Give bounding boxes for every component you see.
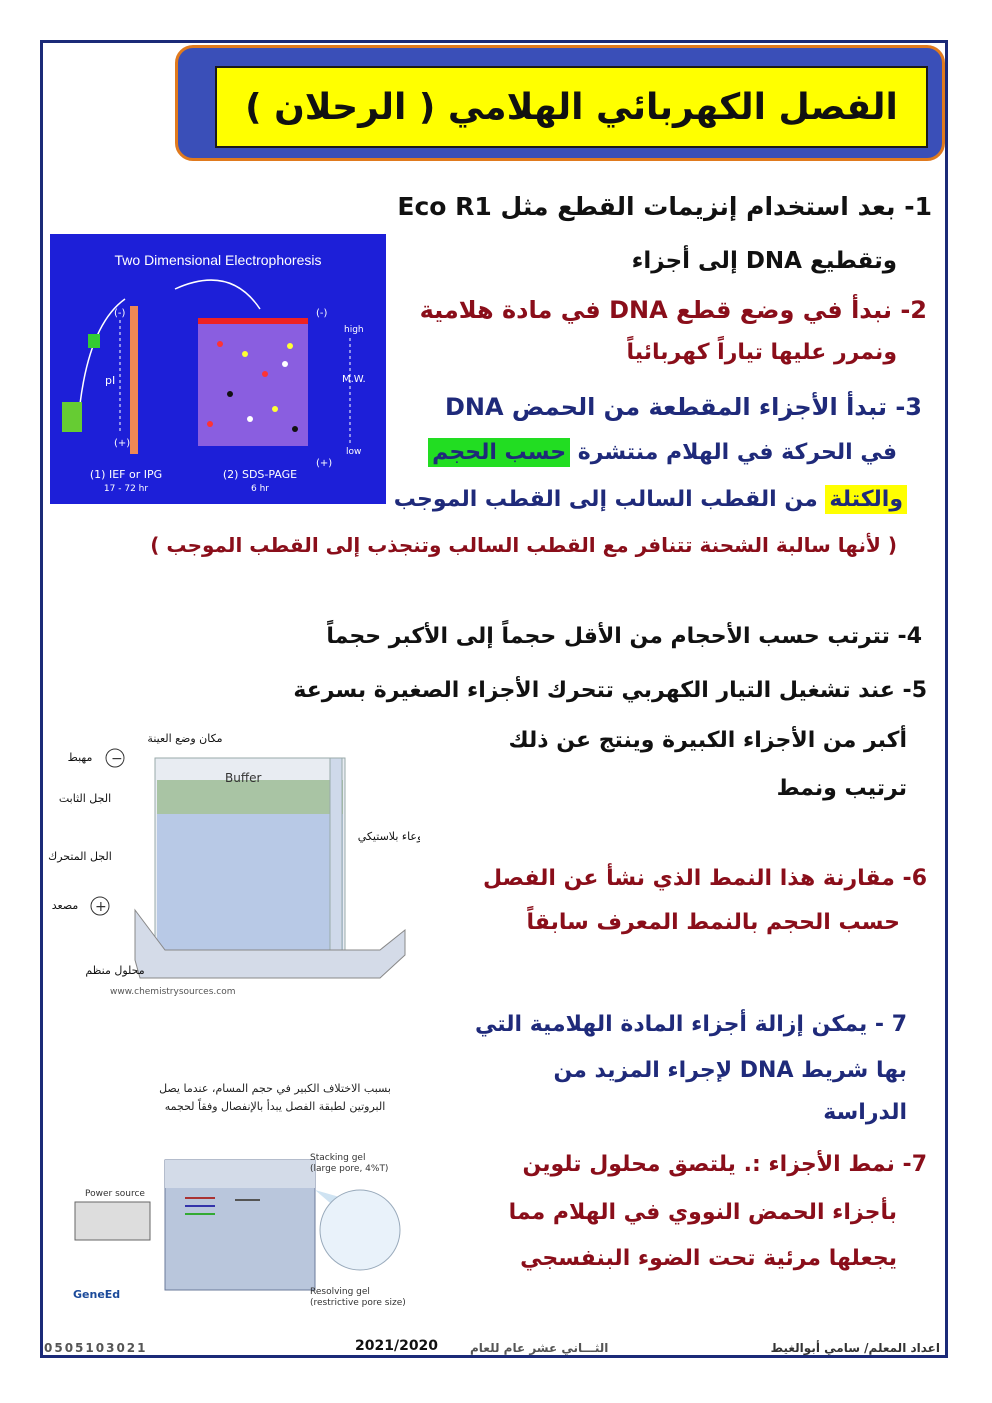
highlight-mass: والكتلة [825,485,907,514]
svg-text:الجل الثابت: الجل الثابت [58,792,112,805]
point-3-reason: ( لأنها سالبة الشحنة تتنافر مع القطب السالب وتنجذب إلى القطب الموجب ) [150,533,897,557]
svg-text:+: + [95,899,107,915]
svg-text:(-): (-) [316,308,328,319]
figure-gel-apparatus [45,730,420,1000]
svg-text:(+): (+) [316,458,333,469]
svg-text:(large pore, 4%T): (large pore, 4%T) [310,1164,389,1174]
footer-phone: 0505103021 [44,1341,148,1355]
point-3-line-c [394,487,907,512]
fig1-title: Two Dimensional Electrophoresis [114,252,322,268]
point-3-direction: من القطب السالب إلى القطب الموجب [393,487,818,512]
footer-term: الثـــاني عشر عام للعام [470,1341,609,1355]
svg-text:pI: pI [105,374,116,387]
svg-text:مكان وضع العينة: مكان وضع العينة [147,732,223,745]
point-3-text: في الحركة في الهلام منتشرة [577,440,897,465]
svg-text:high: high [344,325,364,335]
svg-text:(+): (+) [114,438,131,449]
figure-2d-electrophoresis [50,234,386,504]
svg-text:Stacking gel: Stacking gel [310,1153,366,1163]
svg-text:17 - 72 hr: 17 - 72 hr [103,484,149,494]
footer-author: اعداد المعلم/ سامي أبوالغيط [770,1341,940,1355]
svg-text:low: low [346,447,362,457]
point-4: 4- تترتب حسب الأحجام من الأقل حجماً إلى الأكبر حجماً [326,624,922,649]
point-2-line-a: 2- نبدأ في وضع قطع DNA في مادة هلامية [419,296,927,324]
point-5-line-b: أكبر من الأجزاء الكبيرة وينتج عن ذلك [508,728,907,753]
svg-text:(1) IEF or IPG: (1) IEF or IPG [89,468,163,481]
point-5-line-a: 5- عند تشغيل التيار الكهربي تتحرك الأجزاء الصغيرة بسرعة [293,678,927,703]
svg-text:(restrictive pore size): (restrictive pore size) [310,1298,406,1308]
svg-text:Buffer: Buffer [225,771,262,785]
svg-text:6 hr: 6 hr [251,484,269,494]
point-6-line-b: حسب الحجم بالنمط المعرف سابقاً [526,910,900,935]
footer-year: 2021/2020 [355,1338,439,1354]
point-7-line-b: بها شريط DNA لإجراء المزيد من [553,1058,907,1083]
svg-text:GeneEd: GeneEd [73,1288,121,1301]
point-2-line-b: ونمرر عليها تياراً كهربائياً [626,340,897,365]
point-6-line-a: 6- مقارنة هذا النمط الذي نشأ عن الفصل [483,866,927,891]
point-1-line-a: 1- بعد استخدام إنزيمات القطع مثل Eco R1 [397,192,932,221]
point-7-line-a: 7 - يمكن إزالة أجزاء المادة الهلامية التي [475,1012,907,1037]
svg-text:مهبط: مهبط [67,751,93,764]
svg-text:محلول منظم: محلول منظم [85,964,145,977]
point-7-line-c: الدراسة [823,1100,907,1125]
point-1-line-b: وتقطيع DNA إلى أجزاء [631,248,897,274]
point-8-line-a: 7- نمط الأجزاء :. يلتصق محلول تلوين [522,1152,927,1177]
point-5-line-c: ترتيب ونمط [776,776,907,801]
point-3-line-a: 3- تبدأ الأجزاء المقطعة من الحمض DNA [444,393,922,421]
title-box [215,66,928,148]
figure-power-source [55,1080,425,1325]
svg-text:وعاء بلاستيكي: وعاء بلاستيكي [357,830,420,843]
highlight-size: حسب الحجم [428,438,570,467]
point-8-line-b: بأجزاء الحمض النووي في الهلام مما [508,1200,897,1225]
point-8-line-c: يجعلها مرئية تحت الضوء البنفسجي [520,1246,897,1271]
svg-text:(-): (-) [114,308,126,319]
svg-text:Power source: Power source [85,1189,145,1199]
svg-text:Resolving gel: Resolving gel [310,1287,370,1297]
svg-text:البروتين لطبقة الفصل يبدأ بالإ: البروتين لطبقة الفصل يبدأ بالإنفصال وفقاً لحجمه [164,1100,386,1113]
svg-text:www.chemistrysources.com: www.chemistrysources.com [110,987,236,997]
page-title: الفصل الكهربائي الهلامي ( الرحلان ) [245,86,898,128]
svg-text:M.W.: M.W. [342,374,366,385]
svg-text:(2) SDS-PAGE: (2) SDS-PAGE [222,468,298,481]
svg-text:−: − [111,751,123,767]
svg-text:بسبب الاختلاف الكبير في حجم ال: بسبب الاختلاف الكبير في حجم المسام، عندما يصل [159,1082,391,1095]
svg-text:الجل المتحرك: الجل المتحرك [48,850,112,863]
point-3-line-b [428,440,897,465]
svg-text:مصعد: مصعد [51,899,79,912]
